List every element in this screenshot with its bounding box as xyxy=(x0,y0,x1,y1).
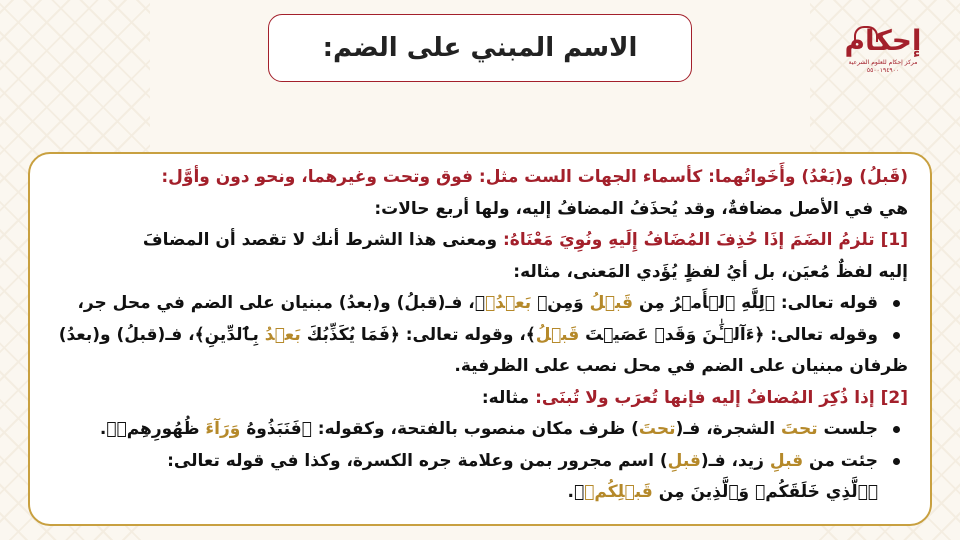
line-example-2-cont: ظرفان مبنيان على الضم في محل نصب على الظرفية. xyxy=(454,356,908,376)
case-2-text: مثاله: xyxy=(481,387,536,408)
bullet-example-3: جلست تحتَ الشجرة، فـ(تحتَ) ظرف مكان منصوب بالفتحة، وكقوله: ﴿فَنَبَذُوهُ وَرَآءَ ظُهُورِهِمۡ﴾. xyxy=(48,414,908,446)
line-case-1 xyxy=(48,225,908,257)
bullet-example-1: قوله تعالى: ﴿لِلَّهِ ٱلۡأَمۡرُ مِن قَبۡلُ وَمِنۢ بَعۡدُۚ﴾، فـ(قبلُ) و(بعدُ) مبنيان على الضم في محل جر، xyxy=(48,288,908,320)
case-1-text: ومعنى هذا الشرط أنك لا تقصد أن المضافَ xyxy=(142,230,503,250)
logo xyxy=(838,24,928,94)
line-case-2 xyxy=(48,383,908,415)
bullet-icon xyxy=(893,332,900,339)
bullet-icon xyxy=(893,458,900,465)
case-2-title: [2] إذا ذُكِرَ المُضافُ إليه فإنها تُعرَب ولا تُبنَى: xyxy=(535,387,908,408)
line-heading xyxy=(48,162,908,194)
logo-name: إحكام xyxy=(844,24,922,57)
line-case-1-cont: إليه لفظٌ مُعيَن، بل أيُ لفظٍ يُؤَدي المَعنى، مثاله: xyxy=(513,261,908,282)
bullet-example-2: وقوله تعالى: ﴿ءَآلۡـَٰٔنَ وَقَدۡ عَصَيۡتَ قَبۡلُ﴾، وقوله تعالى: ﴿فَمَا يُكَذِّبُكَ بَعۡدُ بِٱلدِّينِ﴾، فـ(قبلُ) و(بعدُ) xyxy=(48,320,908,352)
heading-term: (قَبلُ) و(بَعْدُ) وأَخَواتُهما: xyxy=(708,167,908,187)
bullet-example-4: جئت من قبلِ زيد، فـ(قبلِ) اسم مجرور بمن وعلامة جره الكسرة، وكذا في قوله تعالى: xyxy=(48,446,908,478)
case-1-title: [1] تلزمُ الضَمَ إذَا حُذِفَ المُضَافُ إِلَيهِ ونُوِيَ مَعْنَاهُ: xyxy=(502,230,908,250)
line-intro: هي في الأصل مضافةٌ، وقد يُحذَفُ المضافُ إليه، ولها أربع حالات: xyxy=(374,198,908,219)
logo-phone: ٥٥٠٠١٩٤٩٠٠ xyxy=(866,67,900,74)
mosque-dome-icon xyxy=(854,26,878,42)
content-box xyxy=(28,152,932,526)
line-example-4-cont: ﴿ٱلَّذِي خَلَقَكُمۡ وَٱلَّذِينَ مِن قَبۡلِكُمۡ﴾. xyxy=(567,482,878,502)
bullet-icon xyxy=(893,300,900,307)
heading-rest: كأسماء الجهات الست مثل: فوق وتحت وغيرهما، ونحو دون وأوَّل: xyxy=(161,167,709,187)
title-box xyxy=(268,14,692,82)
page-title: الاسم المبني على الضم: xyxy=(322,33,638,63)
logo-subtitle: مركز إحكام للعلوم الشرعية xyxy=(848,59,918,66)
bullet-icon xyxy=(893,426,900,433)
